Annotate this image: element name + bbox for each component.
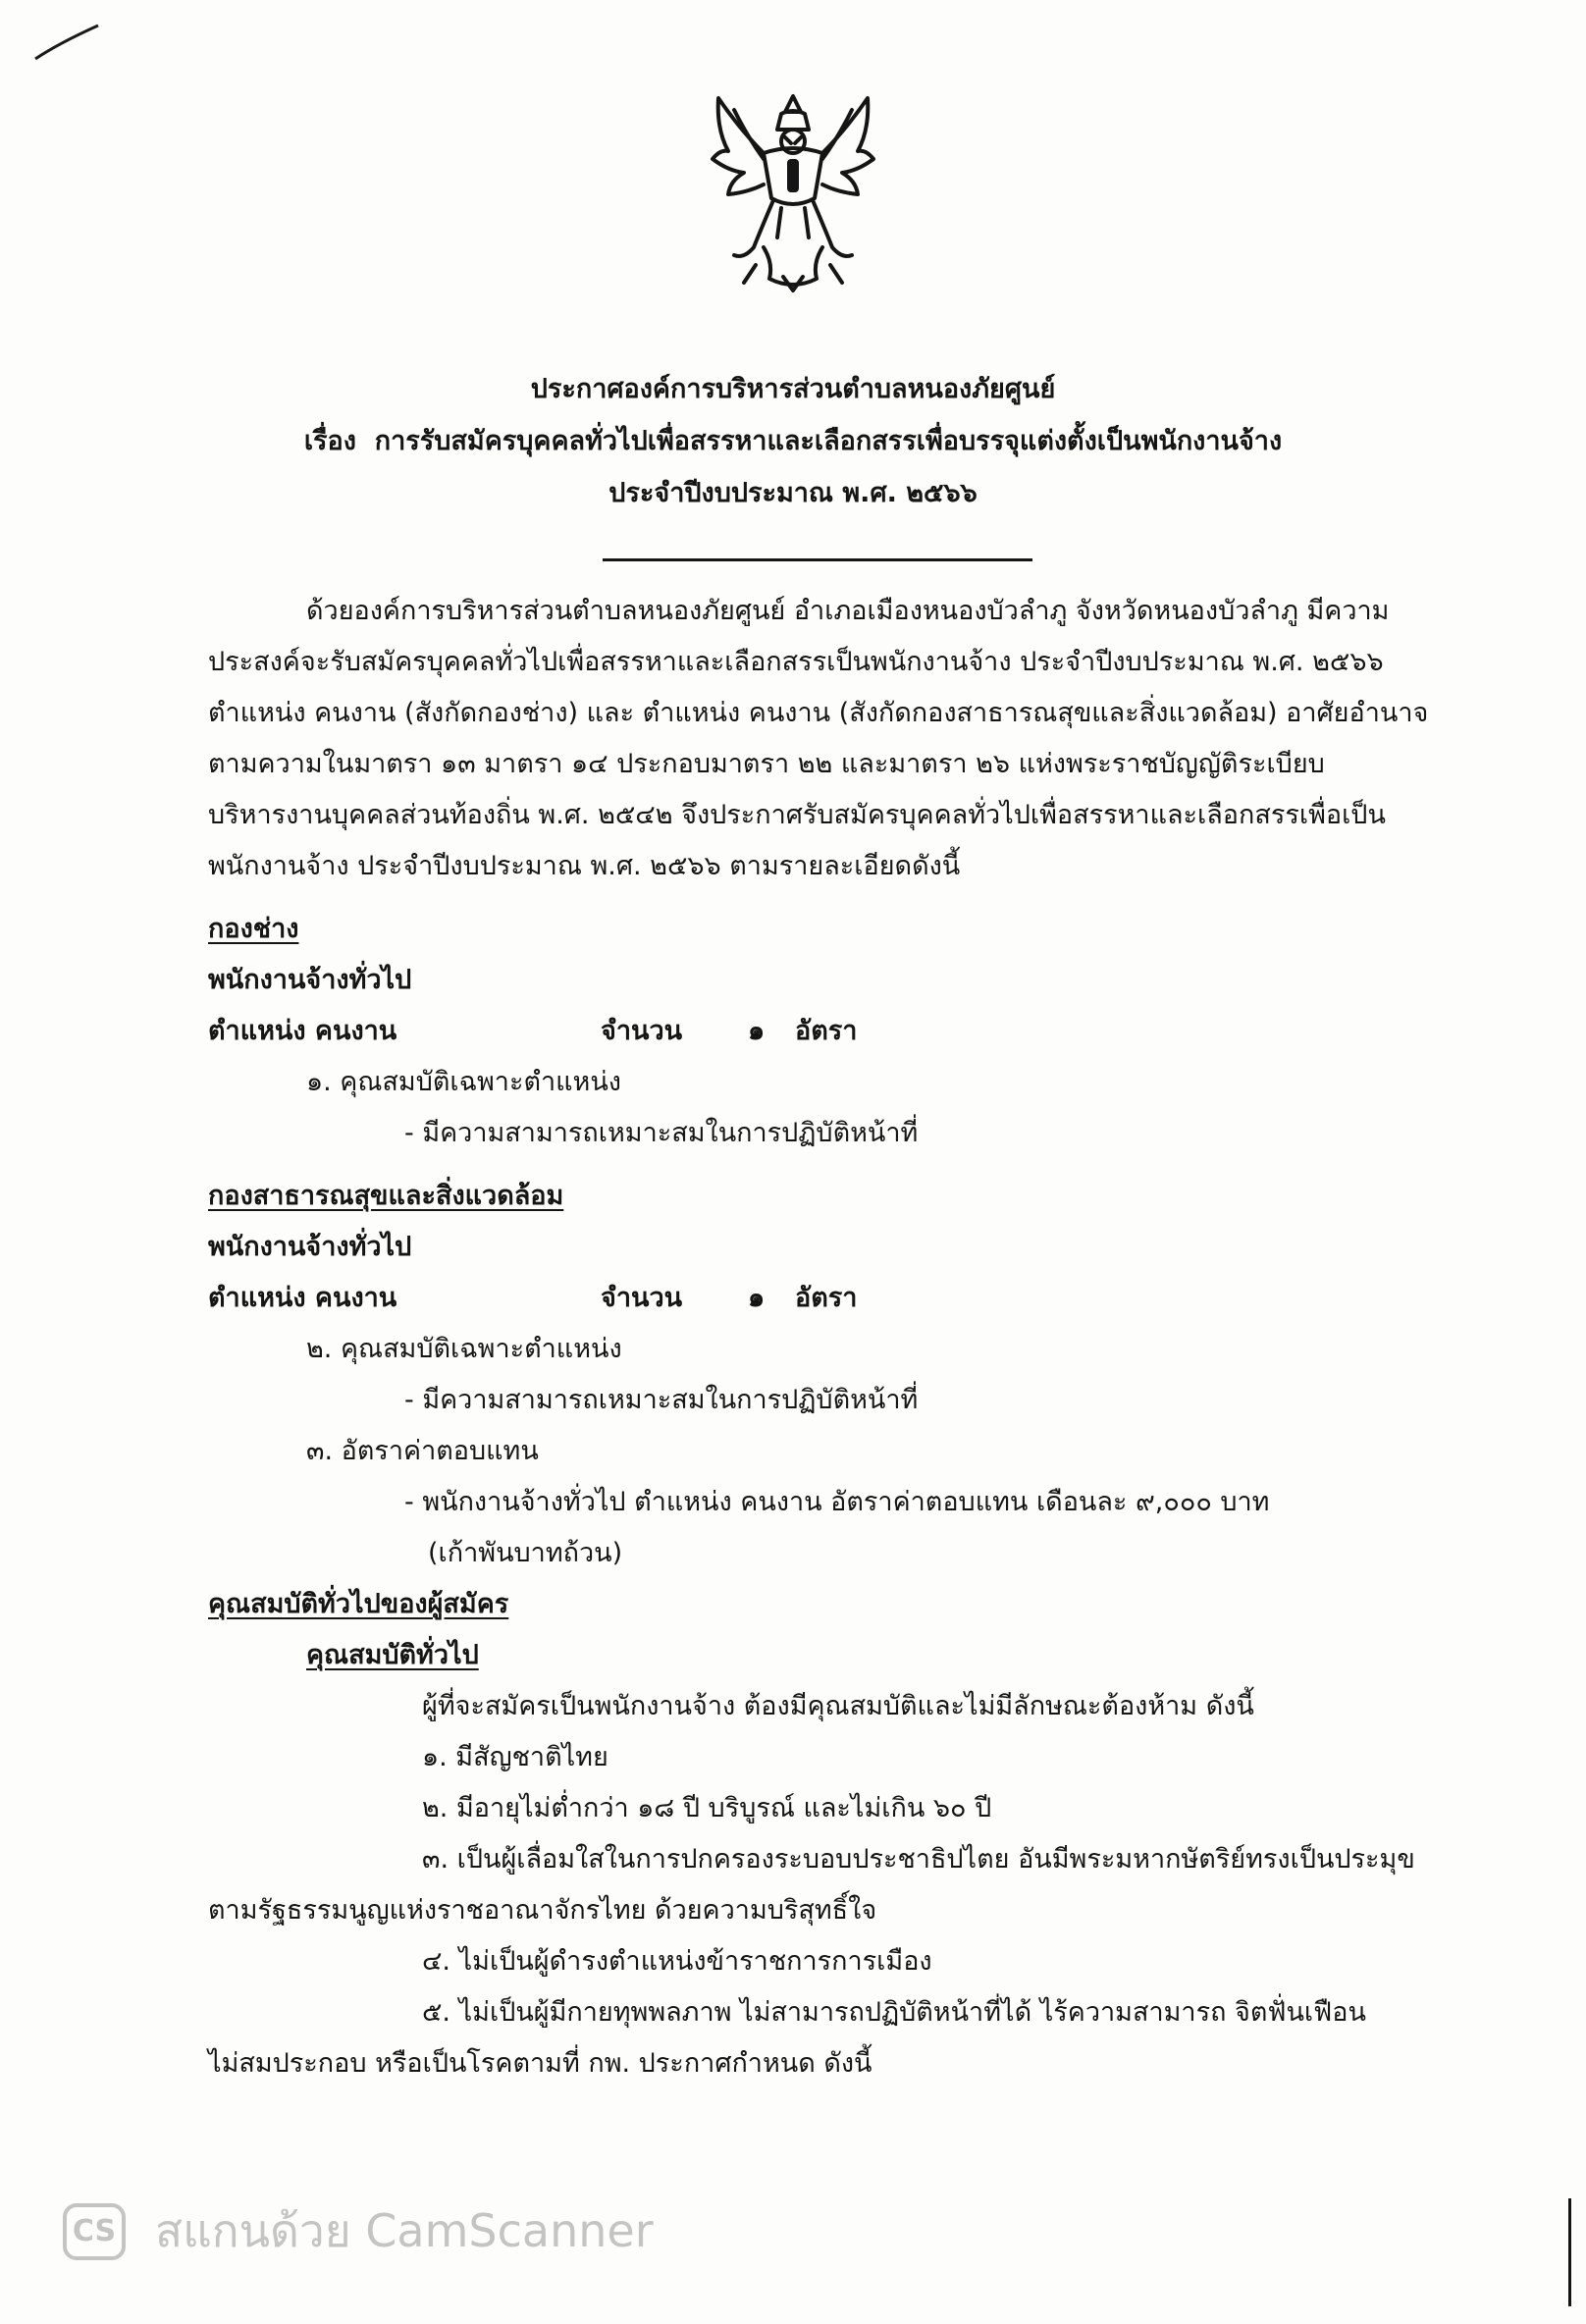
intro-line-1: ด้วยองค์การบริหารส่วนตำบลหนองภัยศูนย์ อำเภอเมืองหนองบัวลำภู จังหวัดหนองบัวลำภู มีความ: [306, 596, 1390, 626]
scan-edge-mark: [1568, 2198, 1571, 2306]
general-item-1: ๑. มีสัญชาติไทย: [422, 1742, 608, 1772]
camscanner-logo-icon: CS: [63, 2203, 126, 2260]
section1-heading: กองช่าง: [208, 914, 299, 944]
subject-label: เรื่อง: [303, 426, 356, 456]
section2-position: ตำแหน่ง คนงาน: [208, 1283, 397, 1313]
section1-count: ๑: [748, 1016, 766, 1046]
header-divider: [603, 558, 1032, 561]
section2-pay-item: - พนักงานจ้างทั่วไป ตำแหน่ง คนงาน อัตราค่าตอบแทน เดือนละ ๙,๐๐๐ บาท: [404, 1487, 1270, 1517]
general-item-5-continued: ไม่สมประกอบ หรือเป็นโรคตามที่ กพ. ประกาศกำหนด ดังนี้: [208, 2048, 872, 2079]
section1-count-label: จำนวน: [601, 1016, 683, 1046]
general-qualifications-subheading: คุณสมบัติทั่วไป: [306, 1640, 479, 1670]
intro-line-3: ตำแหน่ง คนงาน (สังกัดกองช่าง) และ ตำแหน่ง คนงาน (สังกัดกองสาธารณสุขและสิ่งแวดล้อม) อาศัยอำนาจ: [208, 698, 1429, 728]
section1-unit: อัตรา: [795, 1016, 858, 1046]
section2-unit: อัตรา: [795, 1283, 858, 1313]
general-item-2: ๒. มีอายุไม่ต่ำกว่า ๑๘ ปี บริบูรณ์ และไม่เกิน ๖๐ ปี: [422, 1793, 992, 1823]
intro-line-5: บริหารงานบุคคลส่วนท้องถิ่น พ.ศ. ๒๕๔๒ จึงประกาศรับสมัครบุคคลทั่วไปเพื่อสรรหาและเลือกสรรเพื่อเป็น: [208, 800, 1386, 830]
pen-mark: [29, 18, 108, 67]
section1-qualification-heading: ๑. คุณสมบัติเฉพาะตำแหน่ง: [306, 1067, 621, 1097]
section1-employee-type: พนักงานจ้างทั่วไป: [208, 965, 412, 995]
general-item-5: ๕. ไม่เป็นผู้มีกายทุพพลภาพ ไม่สามารถปฏิบัติหน้าที่ได้ ไร้ความสามารถ จิตฟั่นเฟือน: [422, 1997, 1366, 2028]
intro-line-4: ตามความในมาตรา ๑๓ มาตรา ๑๔ ประกอบมาตรา ๒๒ และมาตรา ๒๖ แห่งพระราชบัญญัติระเบียบ: [208, 749, 1325, 779]
intro-line-6: พนักงานจ้าง ประจำปีงบประมาณ พ.ศ. ๒๕๖๖ ตามรายละเอียดดังนี้: [208, 851, 961, 881]
camscanner-watermark: สแกนด้วย CamScanner: [155, 2204, 654, 2257]
general-item-4: ๔. ไม่เป็นผู้ดำรงตำแหน่งข้าราชการการเมือง: [422, 1946, 932, 1977]
section1-qualification-item: - มีความสามารถเหมาะสมในการปฏิบัติหน้าที่: [404, 1118, 919, 1148]
section2-employee-type: พนักงานจ้างทั่วไป: [208, 1232, 412, 1262]
announcement-title: ประกาศองค์การบริหารส่วนตำบลหนองภัยศูนย์: [530, 374, 1056, 404]
general-item-3: ๓. เป็นผู้เลื่อมใสในการปกครองระบอบประชาธิปไตย อันมีพระมหากษัตริย์ทรงเป็นประมุข: [422, 1844, 1415, 1875]
section2-heading: กองสาธารณสุขและสิ่งแวดล้อม: [208, 1181, 564, 1211]
section1-position: ตำแหน่ง คนงาน: [208, 1016, 397, 1046]
general-lead: ผู้ที่จะสมัครเป็นพนักงานจ้าง ต้องมีคุณสมบัติและไม่มีลักษณะต้องห้าม ดังนี้: [422, 1691, 1254, 1721]
subject-text: การรับสมัครบุคคลทั่วไปเพื่อสรรหาและเลือกสรรเพื่อบรรจุแต่งตั้งเป็นพนักงานจ้าง: [374, 426, 1283, 456]
section2-pay-heading: ๓. อัตราค่าตอบแทน: [306, 1436, 539, 1466]
general-qualifications-heading: คุณสมบัติทั่วไปของผู้สมัคร: [208, 1589, 509, 1619]
general-item-3-continued: ตามรัฐธรรมนูญแห่งราชอาณาจักรไทย ด้วยความบริสุทธิ์ใจ: [208, 1895, 877, 1926]
section2-count-label: จำนวน: [601, 1283, 683, 1313]
announcement-subject: [0, 425, 1586, 458]
section2-qualification-heading: ๒. คุณสมบัติเฉพาะตำแหน่ง: [306, 1334, 622, 1364]
section2-qualification-item: - มีความสามารถเหมาะสมในการปฏิบัติหน้าที่: [404, 1385, 919, 1415]
section2-count: ๑: [748, 1283, 766, 1313]
intro-line-2: ประสงค์จะรับสมัครบุคคลทั่วไปเพื่อสรรหาและเลือกสรรเป็นพนักงานจ้าง ประจำปีงบประมาณ พ.ศ. ๒๕๖๖: [208, 647, 1384, 677]
announcement-fiscal-year: ประจำปีงบประมาณ พ.ศ. ๒๕๖๖: [608, 478, 978, 508]
garuda-emblem-icon: [705, 90, 881, 296]
section2-pay-item-continued: (เก้าพันบาทถ้วน): [428, 1538, 623, 1568]
